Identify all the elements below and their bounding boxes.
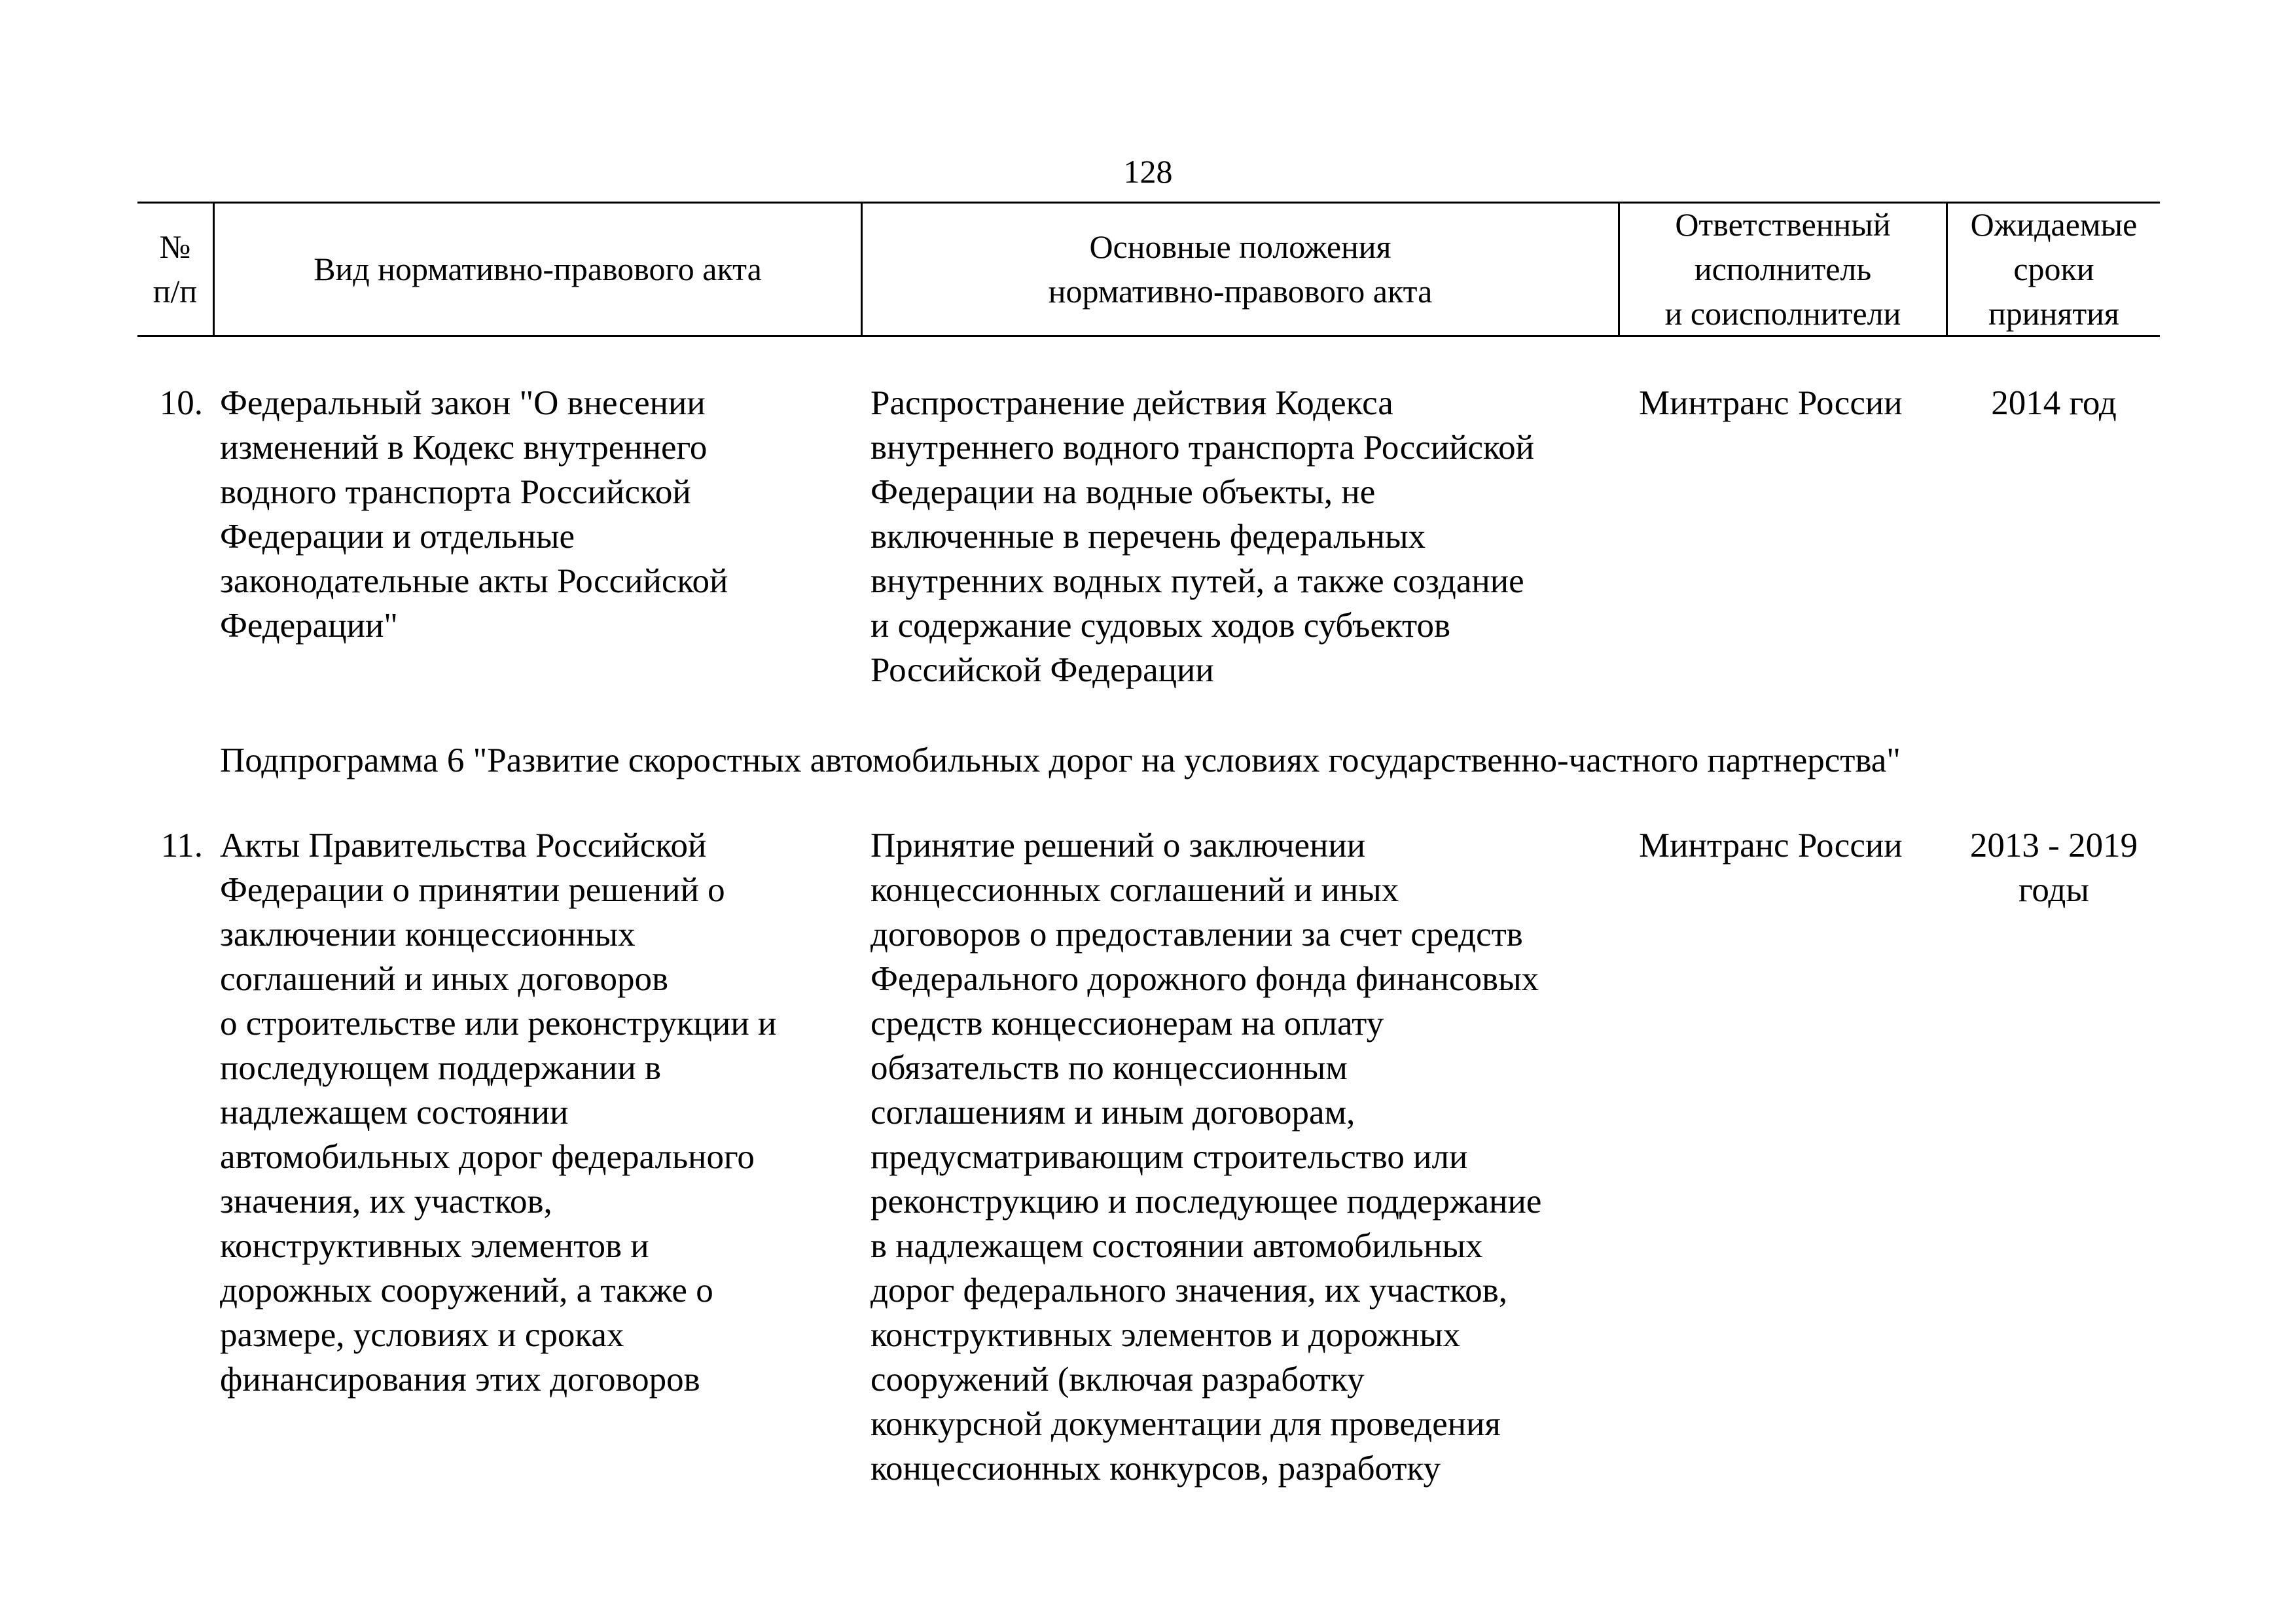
header-responsible: Ответственный исполнитель и соисполнители [1664, 206, 1901, 332]
row-10-number: 10. [159, 384, 203, 422]
header-act-type: Вид нормативно-правового акта [314, 251, 762, 287]
row-10-deadline: 2014 год [1991, 384, 2117, 422]
page-number: 128 [1123, 153, 1173, 190]
row-10-provisions: Распространение действия Кодекса внутреннего водного транспорта Российской Федерации на водные объекты, не включенные в перечень федеральных внутренних водных путей, а также создание и содержание судовых ходов субъектов Российской Федерации [870, 384, 1534, 689]
row-11-deadline: 2013 - 2019 годы [1969, 827, 2138, 909]
row-11-provisions: Принятие решений о заключении концессионных соглашений и иных договоров о предоставлении за счет средств Федерального дорожного фонда финансовых средств концессионерам на оплату обязательств по концессионным соглашениям и иным договорам, предусматривающим строительство или реконструкцию и последующее поддержание в надлежащем состоянии автомобильных дорог федерального значения, их участков, конструктивных элементов и дорожных сооружений (включая разработку конкурсной документации для проведения концессионных конкурсов, разработку [870, 827, 1542, 1488]
row-10-responsible: Минтранс России [1639, 384, 1903, 422]
header-number: № п/п [152, 228, 198, 310]
row-11-act-type: Акты Правительства Российской Федерации о принятии решений о заключении концессионных соглашений и иных договоров о строительстве или реконструкции и последующем поддержании в надлежащем состоянии автомобильных дорог федерального значения, их участков, конструктивных элементов и дорожных сооружений, а также о размере, условиях и сроках финансирования этих договоров [220, 827, 777, 1399]
subprogram-heading: Подпрограмма 6 "Развитие скоростных автомобильных дорог на условиях государственно-частного партнерства" [220, 741, 1901, 779]
header-provisions: Основные положения нормативно-правового акта [1048, 228, 1433, 310]
row-10-act-type: Федеральный закон "О внесении изменений в Кодекс внутреннего водного транспорта Российской Федерации и отдельные законодательные акты Российской Федерации" [220, 384, 728, 645]
row-11-number: 11. [160, 827, 203, 865]
header-deadline: Ожидаемые сроки принятия [1970, 206, 2138, 332]
row-11-responsible: Минтранс России [1639, 827, 1903, 865]
